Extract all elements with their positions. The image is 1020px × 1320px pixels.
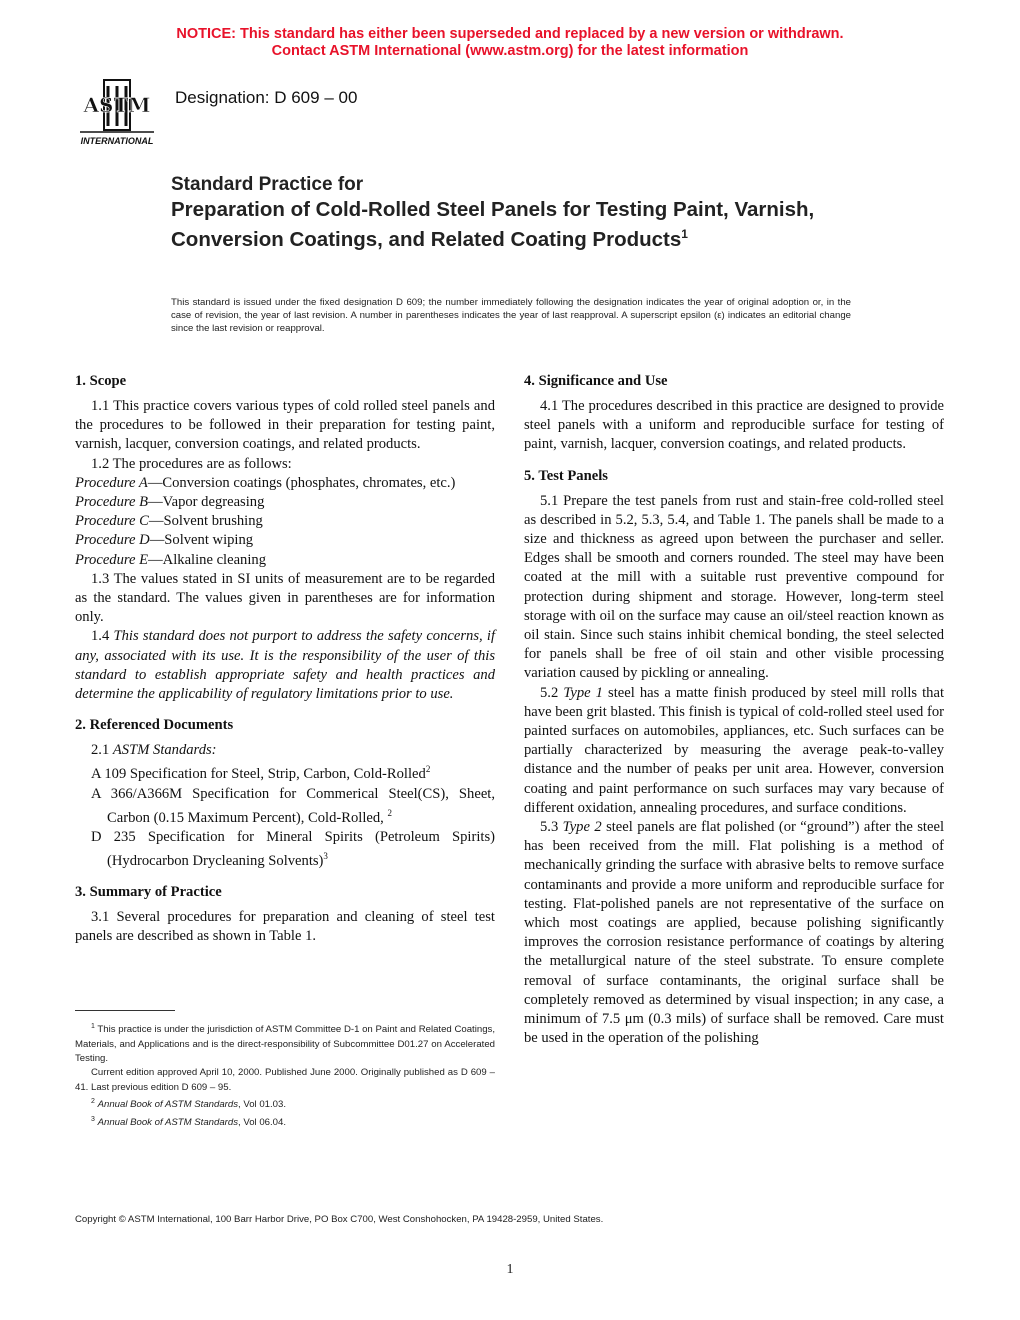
section-3-heading: 3. Summary of Practice <box>75 884 222 901</box>
logo-international-text: INTERNATIONAL <box>80 136 154 146</box>
copyright-line: Copyright © ASTM International, 100 Barr Harbor Drive, PO Box C700, West Conshohocken, PA 19428-2959, United States. <box>75 1214 604 1225</box>
title-footnote-ref: 1 <box>681 227 688 241</box>
para-4-1: 4.1 The procedures described in this practice are designed to provide steel panels with a uniform and reproducible surface for testing of paint, varnish, lacquer, conversion coatings, and related products. <box>524 398 944 453</box>
reference-item: D 235 Specification for Mineral Spirits (Petroleum Spirits) (Hydrocarbon Drycleaning Solvents)$^3$ <box>91 828 495 869</box>
document-title <box>171 173 831 252</box>
footnote-divider <box>75 1010 175 1011</box>
procedure-item: Procedure C—Solvent brushing <box>75 513 263 530</box>
supersession-notice <box>0 26 1020 60</box>
footnote-2: $^2$ Annual Book of ASTM Standards, Vol 01.03. <box>91 1098 287 1111</box>
title-line-2: Preparation of Cold-Rolled Steel Panels for Testing Paint, Varnish, Conversion Coatings, and Related Coating Products$^1$ <box>171 198 815 251</box>
para-5-1: 5.1 Prepare the test panels from rust and stain-free cold-rolled steel as described in 5.2, 5.3, 5.4, and Table 1. The panels shall be made to a size and thickness as agreed upon between the purchaser and seller. Edges shall be smooth and corners rounded. The steel may have been coated at the mill with a suitable rust preventive compound for protection during shipment and storage. However, long-term steel storage with oil on the surface may cause an oil/steel reaction known as oil stain. Since such stains inhibit chemical bonding, the steel selected for panels shall be free of oil stain and other visible processing variation caused by pickling or annealing. <box>524 492 944 682</box>
para-3-1: 3.1 Several procedures for preparation and cleaning of steel test panels are described as shown in Table 1. <box>75 909 495 945</box>
section-2-heading: 2. Referenced Documents <box>75 717 234 734</box>
procedure-item: Procedure B—Vapor degreasing <box>75 494 265 511</box>
issued-note: This standard is issued under the fixed designation D 609; the number immediately following the designation indicates the year of original adoption or, in the case of revision, the year of last revision. A number in parentheses indicates the year of last reapproval. A superscript epsilon (ε) indicates an editorial change since the last revision or reapproval. <box>171 297 851 334</box>
astm-logo <box>76 78 158 150</box>
left-column <box>75 372 495 946</box>
section-4-heading: 4. Significance and Use <box>524 373 668 389</box>
para-1-3: 1.3 The values stated in SI units of measurement are to be regarded as the standard. The values given in parentheses are for information only. <box>75 570 495 626</box>
notice-line-2: Contact ASTM International (www.astm.org) for the latest information <box>271 43 749 59</box>
para-5-3: 5.3 Type 2 steel panels are flat polished (or “ground”) after the steel has been received from the mill. Flat polishing is a method of mechanically grinding the surface with abrasive belts to remove surface contaminants and provide a more uniform and reproducible surface for testing. Flat-polished panels are not representative of the surface on which most coatings are applied, because polishing significantly improves the corrosion resistance performance of coatings by altering the metallurgical nature of the steel substrate. To ensure complete removal of surface contaminants, the original surface shall be completely removed as determined by visual inspection; in any case, a minimum of 7.5 μm (0.3 mils) of surface shall be removed. Care must be used in the operation of the polishing <box>524 819 945 1047</box>
procedure-item: Procedure E—Alkaline cleaning <box>75 551 267 568</box>
para-1-4: 1.4 This standard does not purport to address the safety concerns, if any, associated with its use. It is the responsibility of the user of this standard to establish appropriate safety and health practices and determine the applicability of regulatory limitations prior to use. <box>75 628 496 703</box>
para-1-2: 1.2 The procedures are as follows: <box>91 455 292 472</box>
reference-item: A 109 Specification for Steel, Strip, Carbon, Cold-Rolled$^2$ <box>91 764 431 783</box>
section-1-heading: 1. Scope <box>75 373 127 389</box>
footnote-1-edition: Current edition approved April 10, 2000. Published June 2000. Originally published as D 609 – 41. Last previous edition D 609 – 95. <box>75 1067 495 1093</box>
para-2-1: 2.1 ASTM Standards: <box>91 742 217 759</box>
footnote-3: $^3$ Annual Book of ASTM Standards, Vol 06.04. <box>91 1115 287 1128</box>
section-5-heading: 5. Test Panels <box>524 467 608 484</box>
title-line-1: Standard Practice for <box>171 174 364 195</box>
page-number: 1 <box>506 1262 514 1277</box>
para-5-2: 5.2 Type 1 steel has a matte finish produced by steel mill rolls that have been grit blasted. This finish is typical of cold-rolled steel used for painted surfaces on automobiles, appliances, etc. Such surfaces can be partially characterized by measuring the average peak-to-valley distance and the number of peaks per unit area. However, conversion coating and paint performance on such surfaces may vary because of different oxidation, annealing procedures, and surface conditions. <box>524 684 945 816</box>
footnotes <box>75 1020 495 1130</box>
notice-line-1: NOTICE: This standard has either been superseded and replaced by a new version or withdrawn. <box>176 26 844 42</box>
designation: Designation: D 609 – 00 <box>175 88 358 107</box>
para-1-1: 1.1 This practice covers various types of cold rolled steel panels and the procedures to be followed in their preparation for testing paint, varnish, lacquer, conversion coatings, and related products. <box>75 398 495 453</box>
logo-mark-text: ASTM <box>83 93 151 117</box>
procedure-list <box>75 474 495 570</box>
procedure-item: Procedure D—Solvent wiping <box>75 532 254 549</box>
right-column <box>524 372 944 1049</box>
reference-item: A 366/A366M Specification for Commerical Steel(CS), Sheet, Carbon (0.15 Maximum Percent), Cold-Rolled, $^2$ <box>91 785 495 826</box>
procedure-item: Procedure A—Conversion coatings (phosphates, chromates, etc.) <box>75 474 456 491</box>
footnote-1: $^1$ This practice is under the jurisdiction of ASTM Committee D-1 on Paint and Related Coatings, Materials, and Applications and is the direct-responsibility of Subcommittee D01.27 on Accelerated Testing. <box>75 1023 495 1064</box>
